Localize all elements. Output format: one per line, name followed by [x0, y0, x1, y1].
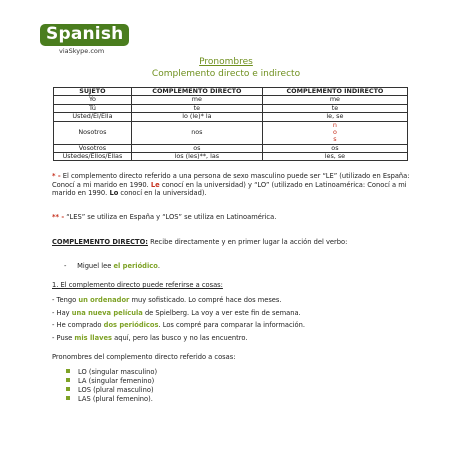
square-bullet-icon — [66, 396, 70, 400]
cell-ci: te — [262, 104, 407, 112]
ci-letter: o — [332, 128, 337, 137]
sentence-text: - Puse — [52, 334, 75, 342]
cell-subject: Ustedes/Ellos/Ellas — [54, 153, 132, 161]
sentence-text: . Los compré para comparar la información. — [158, 321, 305, 329]
cell-cd: te — [131, 104, 262, 112]
cd-definition — [52, 238, 410, 247]
sentence-highlight: un ordenador — [78, 296, 130, 304]
table-header-row — [54, 88, 408, 96]
section-heading: 1. El complemento directo puede referirse a cosas: — [52, 281, 223, 289]
example-dash: - — [64, 262, 67, 270]
cell-ci: le, se — [262, 113, 407, 121]
cell-ci: me — [262, 96, 407, 104]
list-item — [52, 296, 410, 305]
sentence-text: - He comprado — [52, 321, 104, 329]
square-bullet-icon — [66, 378, 70, 382]
note-le-lo — [52, 172, 410, 198]
note-text: El complemento directo referido a una persona de sexo masculino puede ser “LE” (utilizado en España: Conocí a mi marido en 1990. — [52, 172, 410, 189]
pronoun-list-item — [66, 368, 157, 377]
note-text: conocí en la universidad). — [118, 189, 207, 198]
cell-cd: os — [131, 144, 262, 152]
pronoun-list-item — [66, 377, 154, 386]
pronoun-label: LA (singular femenino) — [78, 377, 155, 385]
square-bullet-icon — [66, 369, 70, 373]
header-complemento-indirecto: COMPLEMENTO INDIRECTO — [262, 88, 407, 96]
list-item — [52, 321, 410, 330]
pronoun-label: LOS (plural masculino) — [78, 386, 154, 394]
sentence-text: - Tengo — [52, 296, 79, 304]
sentence-highlight: una nueva película — [71, 309, 143, 317]
cell-cd: nos — [131, 121, 262, 144]
table-row — [54, 96, 408, 104]
cell-subject: Vosotros — [54, 144, 132, 152]
cell-subject: Yo — [54, 96, 132, 104]
table-row — [54, 121, 408, 144]
sentence-text: - Hay — [52, 309, 72, 317]
pronoun-list-title: Pronombres del complemento directo referido a cosas: — [52, 353, 236, 361]
cell-ci-vertical — [262, 121, 407, 144]
note-marker: * - — [52, 172, 61, 180]
cell-cd: lo (le)* la — [131, 113, 262, 121]
cell-cd: los (les)**, las — [131, 153, 262, 161]
example-text: Miguel lee — [77, 262, 114, 270]
cell-ci: les, se — [262, 153, 407, 161]
cd-label: COMPLEMENTO DIRECTO: — [52, 238, 148, 246]
note-le: Le — [150, 180, 160, 189]
cell-ci: os — [262, 144, 407, 152]
header-sujeto: SUJETO — [54, 88, 132, 96]
ci-letter: n — [332, 121, 337, 130]
square-bullet-icon — [66, 387, 70, 391]
table-row — [54, 113, 408, 121]
pronoun-table — [53, 87, 408, 161]
sentence-highlight: dos periódicos — [103, 321, 159, 329]
logo-brand: Spanish — [40, 24, 129, 46]
page-subtitle: Complemento directo e indirecto — [151, 69, 301, 79]
note-lo: Lo — [109, 189, 119, 198]
cell-subject: Nosotros — [54, 121, 132, 144]
logo — [40, 24, 129, 55]
page-title: Pronombres — [199, 57, 253, 67]
cell-subject: Tú — [54, 104, 132, 112]
example-text: . — [157, 262, 160, 270]
note-text: conocí en la universidad) y “LO” (utilizado en Latinoamérica: Conocí a mi marido en 1990. — [52, 180, 407, 198]
table-row — [54, 153, 408, 161]
header-complemento-directo: COMPLEMENTO DIRECTO — [131, 88, 262, 96]
example-highlight: el periódico — [113, 262, 158, 270]
cell-cd: me — [131, 96, 262, 104]
list-item — [52, 309, 410, 318]
sentence-highlight: mis llaves — [74, 334, 112, 342]
note-text: “LES” se utiliza en España y “LOS” se utiliza en Latinoamérica. — [64, 213, 277, 221]
pronoun-label: LAS (plural femenino). — [78, 395, 153, 403]
pronoun-list-item — [66, 386, 154, 395]
cd-text: Recibe directamente y en primer lugar la acción del verbo: — [147, 238, 348, 246]
pronoun-list-item — [66, 395, 153, 404]
pronoun-label: LO (singular masculino) — [78, 368, 158, 376]
logo-subtitle: viaSkype.com — [59, 47, 105, 55]
note-les-los — [52, 213, 410, 222]
list-item — [52, 334, 410, 343]
note-marker: ** - — [52, 213, 65, 221]
sentence-text: muy sofisticado. Lo compré hace dos meses. — [129, 296, 282, 304]
sentence-text: de Spielberg. La voy a ver este fin de semana. — [142, 309, 301, 317]
cell-subject: Usted/Él/Ella — [54, 113, 132, 121]
sentence-text: aquí, pero las busco y no las encuentro. — [111, 334, 248, 342]
ci-letter: s — [333, 135, 337, 144]
example-sentence — [64, 262, 422, 271]
